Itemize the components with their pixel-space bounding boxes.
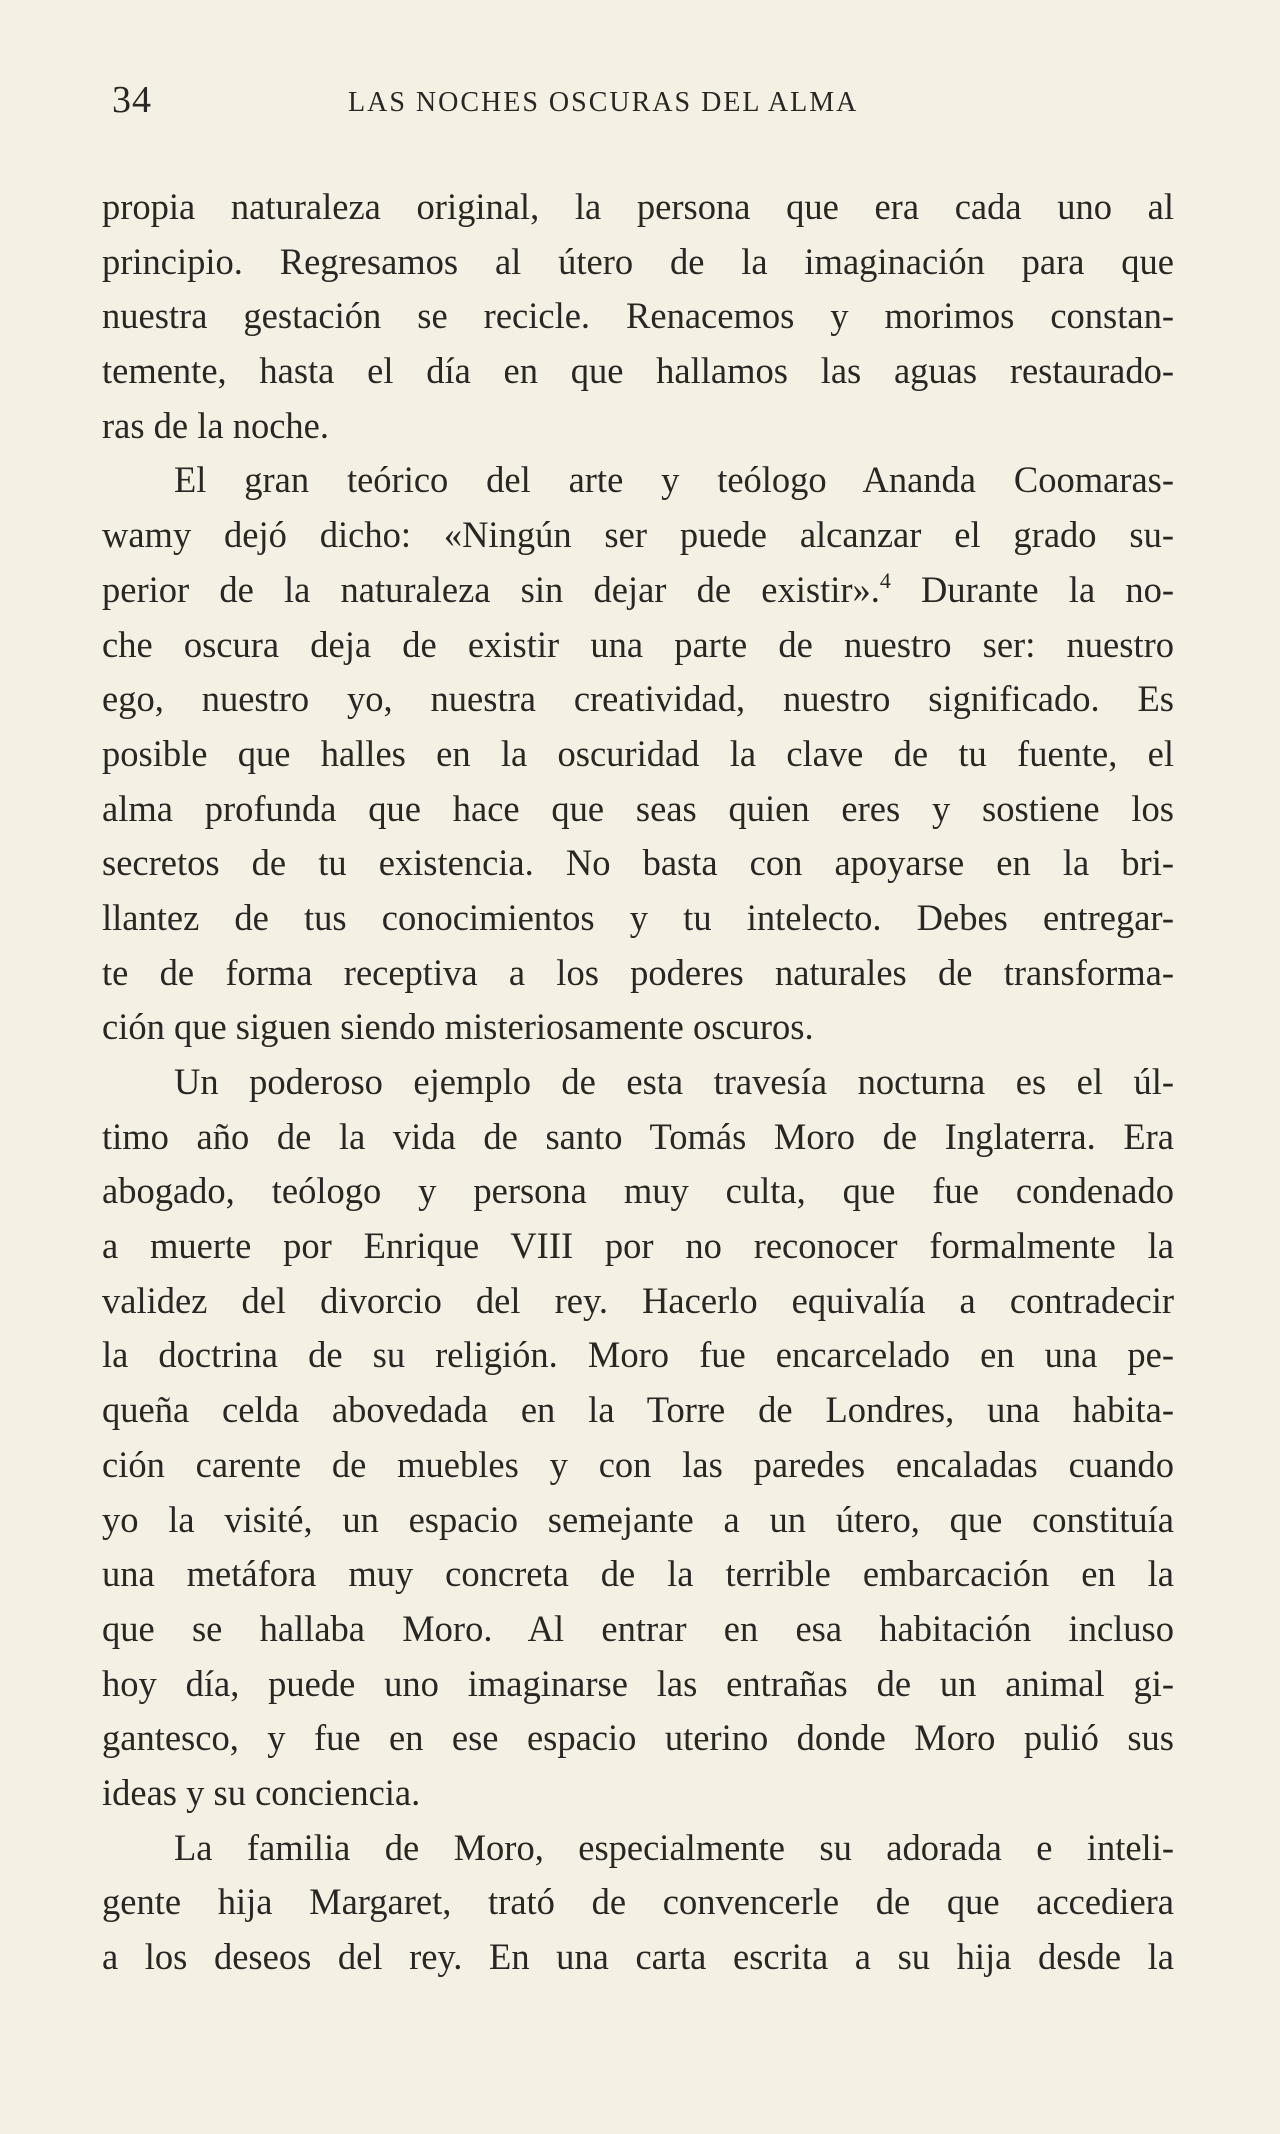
text-line: Un poderoso ejemplo de esta travesía nocturna es el úl- (174, 1061, 1174, 1102)
text-line: secretos de tu existencia. No basta con apoyarse en la bri- (102, 842, 1174, 884)
text-line: validez del divorcio del rey. Hacerlo equivalía a contradecir (102, 1279, 1174, 1321)
text-line: que se hallaba Moro. Al entrar en esa habitación incluso (102, 1607, 1174, 1649)
text-line: timo año de la vida de santo Tomás Moro de Inglaterra. Era (102, 1115, 1174, 1157)
text-line: abogado, teólogo y persona muy culta, que fue condenado (102, 1170, 1174, 1212)
text-line: yo la visité, un espacio semejante a un útero, que constituía (102, 1498, 1174, 1540)
text-line: ras de la noche. (102, 404, 330, 446)
text-line: hoy día, puede uno imaginarse las entrañas de un animal gi- (102, 1662, 1174, 1704)
text-line: gantesco, y fue en ese espacio uterino donde Moro pulió sus (102, 1717, 1174, 1759)
text-line: El gran teórico del arte y teólogo Ananda Coomaras- (174, 459, 1174, 501)
text-line: principio. Regresamos al útero de la imaginación para que (102, 240, 1174, 282)
text-line: propia naturaleza original, la persona que era cada uno al (102, 186, 1174, 227)
paragraph (102, 453, 1174, 1055)
paragraph (102, 1055, 1174, 1821)
text-line: a los deseos del rey. En una carta escrita a su hija desde la (102, 1936, 1174, 1977)
body-text (102, 180, 1174, 1985)
text-line: una metáfora muy concreta de la terrible embarcación en la (102, 1553, 1174, 1595)
paragraph (102, 1821, 1174, 1985)
running-head (110, 70, 1170, 130)
text-line: a muerte por Enrique VIII por no reconocer formalmente la (102, 1225, 1174, 1267)
text-line: ción que siguen siendo misteriosamente oscuros. (102, 1006, 814, 1048)
footnote-reference[interactable]: 4 (879, 567, 891, 593)
text-line: temente, hasta el día en que hallamos las aguas restaurado- (102, 350, 1174, 392)
text-line: gente hija Margaret, trató de convencerle de que accediera (102, 1881, 1174, 1923)
page-number: 34 (112, 79, 152, 121)
paragraph (102, 180, 1174, 453)
running-title: LAS NOCHES OSCURAS DEL ALMA (348, 87, 859, 118)
text-line: queña celda abovedada en la Torre de Londres, una habita- (102, 1389, 1174, 1431)
text-line-with-footnote (102, 563, 1174, 618)
text-line: la doctrina de su religión. Moro fue encarcelado en una pe- (102, 1334, 1174, 1376)
text-line: te de forma receptiva a los poderes naturales de transforma- (102, 951, 1174, 993)
text-line: wamy dejó dicho: «Ningún ser puede alcanzar el grado su- (102, 514, 1174, 556)
text-line: che oscura deja de existir una parte de nuestro ser: nuestro (102, 623, 1174, 665)
text-line: ideas y su conciencia. (102, 1771, 421, 1813)
text-line: nuestra gestación se recicle. Renacemos y morimos constan- (102, 295, 1174, 337)
text-line: llantez de tus conocimientos y tu intelecto. Debes entregar- (102, 896, 1174, 938)
text-line: ción carente de muebles y con las paredes encaladas cuando (102, 1443, 1174, 1485)
text-line: posible que halles en la oscuridad la clave de tu fuente, el (102, 732, 1174, 774)
text-line: alma profunda que hace que seas quien eres y sostiene los (102, 787, 1174, 829)
text-segment: Durante la no- (921, 568, 1174, 610)
text-line: ego, nuestro yo, nuestra creatividad, nuestro significado. Es (102, 678, 1174, 720)
text-line: La familia de Moro, especialmente su adorada e inteli- (174, 1826, 1174, 1868)
text-segment: perior de la naturaleza sin dejar de existir». (102, 568, 880, 610)
